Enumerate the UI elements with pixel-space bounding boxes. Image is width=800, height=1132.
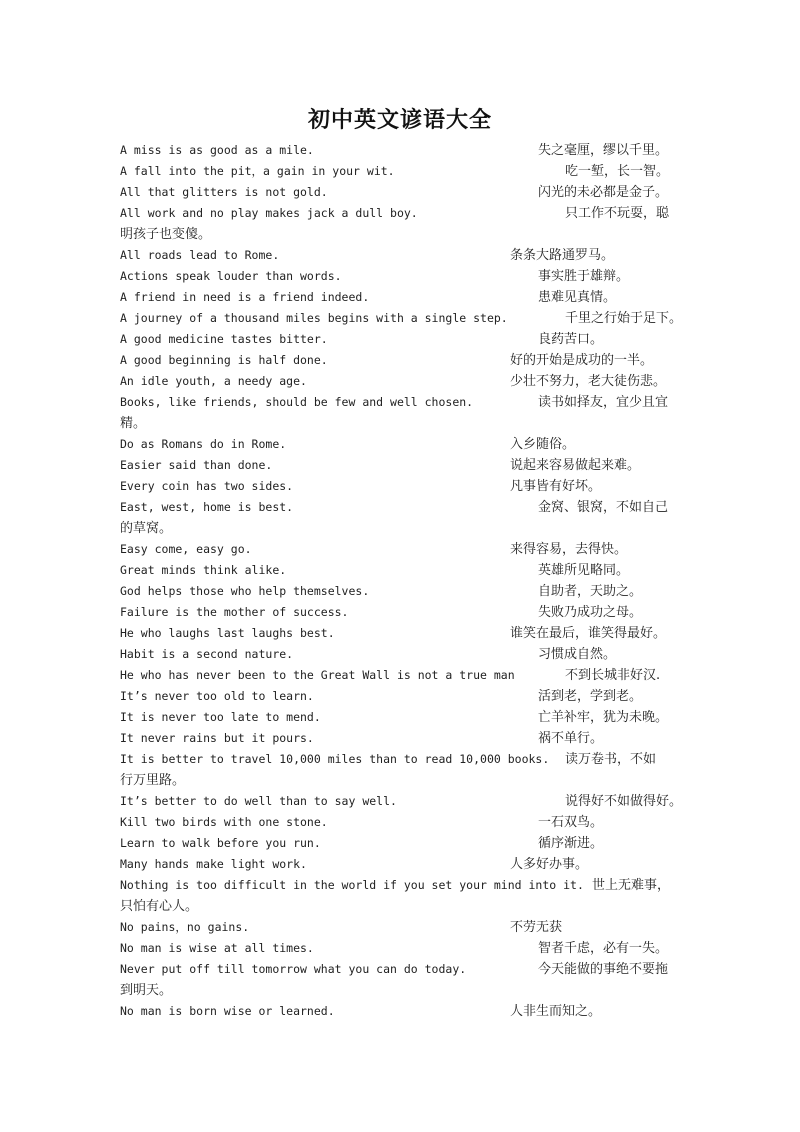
english-proverb: Easier said than done. xyxy=(120,458,273,472)
proverb-entry xyxy=(120,707,690,728)
chinese-translation: 习惯成自然。 xyxy=(538,647,617,662)
chinese-translation: 活到老，学到老。 xyxy=(538,689,643,704)
proverb-entry xyxy=(120,308,690,329)
english-proverb: All that glitters is not gold. xyxy=(120,185,328,199)
english-proverb: He who has never been to the Great Wall is not a true man xyxy=(120,668,515,682)
chinese-translation: 事实胜于雄辩。 xyxy=(538,269,630,284)
english-proverb: Do as Romans do in Rome. xyxy=(120,437,287,451)
english-proverb: A fall into the pit，a gain in your wit. xyxy=(120,164,395,178)
proverb-entry xyxy=(120,581,690,602)
chinese-translation: 失败乃成功之母。 xyxy=(538,605,643,620)
chinese-translation: 来得容易，去得快。 xyxy=(510,542,628,557)
chinese-translation: 千里之行始于足下。 xyxy=(565,311,683,326)
chinese-translation: 失之毫厘，缪以千里。 xyxy=(538,143,669,158)
proverb-entry xyxy=(120,938,690,959)
english-proverb: Great minds think alike. xyxy=(120,563,287,577)
chinese-translation-continued: 到明天。 xyxy=(120,983,173,998)
chinese-translation: 不劳无获 xyxy=(510,920,563,935)
chinese-translation: 凡事皆有好坏。 xyxy=(510,479,602,494)
english-proverb: It’s better to do well than to say well. xyxy=(120,794,397,808)
proverb-entry xyxy=(120,182,690,203)
english-proverb: It’s never too old to learn. xyxy=(120,689,314,703)
chinese-translation: 良药苦口。 xyxy=(538,332,604,347)
english-proverb: It is never too late to mend. xyxy=(120,710,321,724)
chinese-translation: 读书如择友，宜少且宜 xyxy=(538,395,669,410)
proverb-entry xyxy=(120,497,690,539)
chinese-translation: 智者千虑，必有一失。 xyxy=(538,941,669,956)
proverb-entry xyxy=(120,371,690,392)
english-proverb: East, west, home is best. xyxy=(120,500,294,514)
proverb-entry xyxy=(120,812,690,833)
proverb-entry xyxy=(120,161,690,182)
chinese-translation-continued: 只怕有心人。 xyxy=(120,899,199,914)
proverb-entry xyxy=(120,875,690,917)
chinese-translation: 患难见真情。 xyxy=(538,290,617,305)
proverb-list xyxy=(120,140,690,1022)
chinese-translation: 人非生而知之。 xyxy=(510,1004,602,1019)
english-proverb: Actions speak louder than words. xyxy=(120,269,342,283)
chinese-translation: 少壮不努力，老大徒伤悲。 xyxy=(510,374,667,389)
english-proverb: A friend in need is a friend indeed. xyxy=(120,290,370,304)
proverb-entry xyxy=(120,539,690,560)
chinese-translation: 条条大路通罗马。 xyxy=(510,248,615,263)
chinese-translation: 入乡随俗。 xyxy=(510,437,576,452)
chinese-translation: 说起来容易做起来难。 xyxy=(510,458,641,473)
proverb-entry xyxy=(120,833,690,854)
proverb-entry xyxy=(120,287,690,308)
english-proverb: A good beginning is half done. xyxy=(120,353,328,367)
english-proverb: Books, like friends, should be few and well chosen. xyxy=(120,395,474,409)
chinese-translation: 好的开始是成功的一半。 xyxy=(510,353,654,368)
chinese-translation: 说得好不如做得好。 xyxy=(565,794,683,809)
chinese-translation: 谁笑在最后，谁笑得最好。 xyxy=(510,626,667,641)
proverb-entry xyxy=(120,602,690,623)
english-proverb: It is better to travel 10,000 miles than to read 10,000 books. xyxy=(120,752,550,766)
english-proverb: Easy come, easy go. xyxy=(120,542,252,556)
chinese-translation: 不到长城非好汉. xyxy=(565,668,661,683)
proverb-entry xyxy=(120,1001,690,1022)
chinese-translation: 祸不单行。 xyxy=(538,731,604,746)
chinese-translation: 人多好办事。 xyxy=(510,857,589,872)
english-proverb: No man is born wise or learned. xyxy=(120,1004,335,1018)
english-proverb: He who laughs last laughs best. xyxy=(120,626,335,640)
english-proverb: A journey of a thousand miles begins with a single step. xyxy=(120,311,508,325)
chinese-translation-continued: 行万里路。 xyxy=(120,773,186,788)
proverb-entry xyxy=(120,854,690,875)
english-proverb: All work and no play makes jack a dull boy. xyxy=(120,206,418,220)
chinese-translation: 金窝、银窝，不如自己 xyxy=(538,500,669,515)
proverb-entry xyxy=(120,392,690,434)
chinese-translation-continued: 的草窝。 xyxy=(120,521,173,536)
proverb-entry xyxy=(120,791,690,812)
english-proverb: No pains，no gains. xyxy=(120,920,250,934)
chinese-translation: 世上无难事， xyxy=(592,878,671,893)
proverb-entry xyxy=(120,329,690,350)
chinese-translation: 自助者，天助之。 xyxy=(538,584,643,599)
proverb-entry xyxy=(120,644,690,665)
proverb-entry xyxy=(120,455,690,476)
english-proverb: An idle youth, a needy age. xyxy=(120,374,307,388)
chinese-translation: 只工作不玩耍，聪 xyxy=(565,206,670,221)
english-proverb: Many hands make light work. xyxy=(120,857,307,871)
english-proverb: A good medicine tastes bitter. xyxy=(120,332,328,346)
english-proverb: Never put off till tomorrow what you can do today. xyxy=(120,962,467,976)
english-proverb: No man is wise at all times. xyxy=(120,941,314,955)
english-proverb: Kill two birds with one stone. xyxy=(120,815,328,829)
chinese-translation: 一石双鸟。 xyxy=(538,815,604,830)
english-proverb: A miss is as good as a mile. xyxy=(120,143,314,157)
proverb-entry xyxy=(120,665,690,686)
chinese-translation: 亡羊补牢，犹为未晚。 xyxy=(538,710,669,725)
proverb-entry xyxy=(120,917,690,938)
english-proverb: Failure is the mother of success. xyxy=(120,605,349,619)
proverb-entry xyxy=(120,266,690,287)
english-proverb: Nothing is too difficult in the world if you set your mind into it. xyxy=(120,878,584,892)
english-proverb: It never rains but it pours. xyxy=(120,731,314,745)
proverb-entry xyxy=(120,350,690,371)
chinese-translation-continued: 精。 xyxy=(120,416,147,431)
proverb-entry xyxy=(120,140,690,161)
english-proverb: All roads lead to Rome. xyxy=(120,248,280,262)
english-proverb: Learn to walk before you run. xyxy=(120,836,321,850)
proverb-entry xyxy=(120,686,690,707)
english-proverb: Habit is a second nature. xyxy=(120,647,294,661)
proverb-entry xyxy=(120,476,690,497)
proverb-entry xyxy=(120,728,690,749)
proverb-entry xyxy=(120,560,690,581)
proverb-entry xyxy=(120,623,690,644)
chinese-translation: 循序渐进。 xyxy=(538,836,604,851)
proverb-entry xyxy=(120,434,690,455)
english-proverb: Every coin has two sides. xyxy=(120,479,294,493)
proverb-entry xyxy=(120,203,690,245)
chinese-translation: 闪光的未必都是金子。 xyxy=(538,185,669,200)
proverb-entry xyxy=(120,959,690,1001)
chinese-translation: 读万卷书，不如 xyxy=(565,752,657,767)
page-title: 初中英文谚语大全 xyxy=(307,107,492,133)
chinese-translation: 今天能做的事绝不要拖 xyxy=(538,962,669,977)
chinese-translation-continued: 明孩子也变傻。 xyxy=(120,227,212,242)
proverb-entry xyxy=(120,245,690,266)
proverb-entry xyxy=(120,749,690,791)
english-proverb: God helps those who help themselves. xyxy=(120,584,370,598)
chinese-translation: 吃一堑，长一智。 xyxy=(565,164,670,179)
chinese-translation: 英雄所见略同。 xyxy=(538,563,630,578)
